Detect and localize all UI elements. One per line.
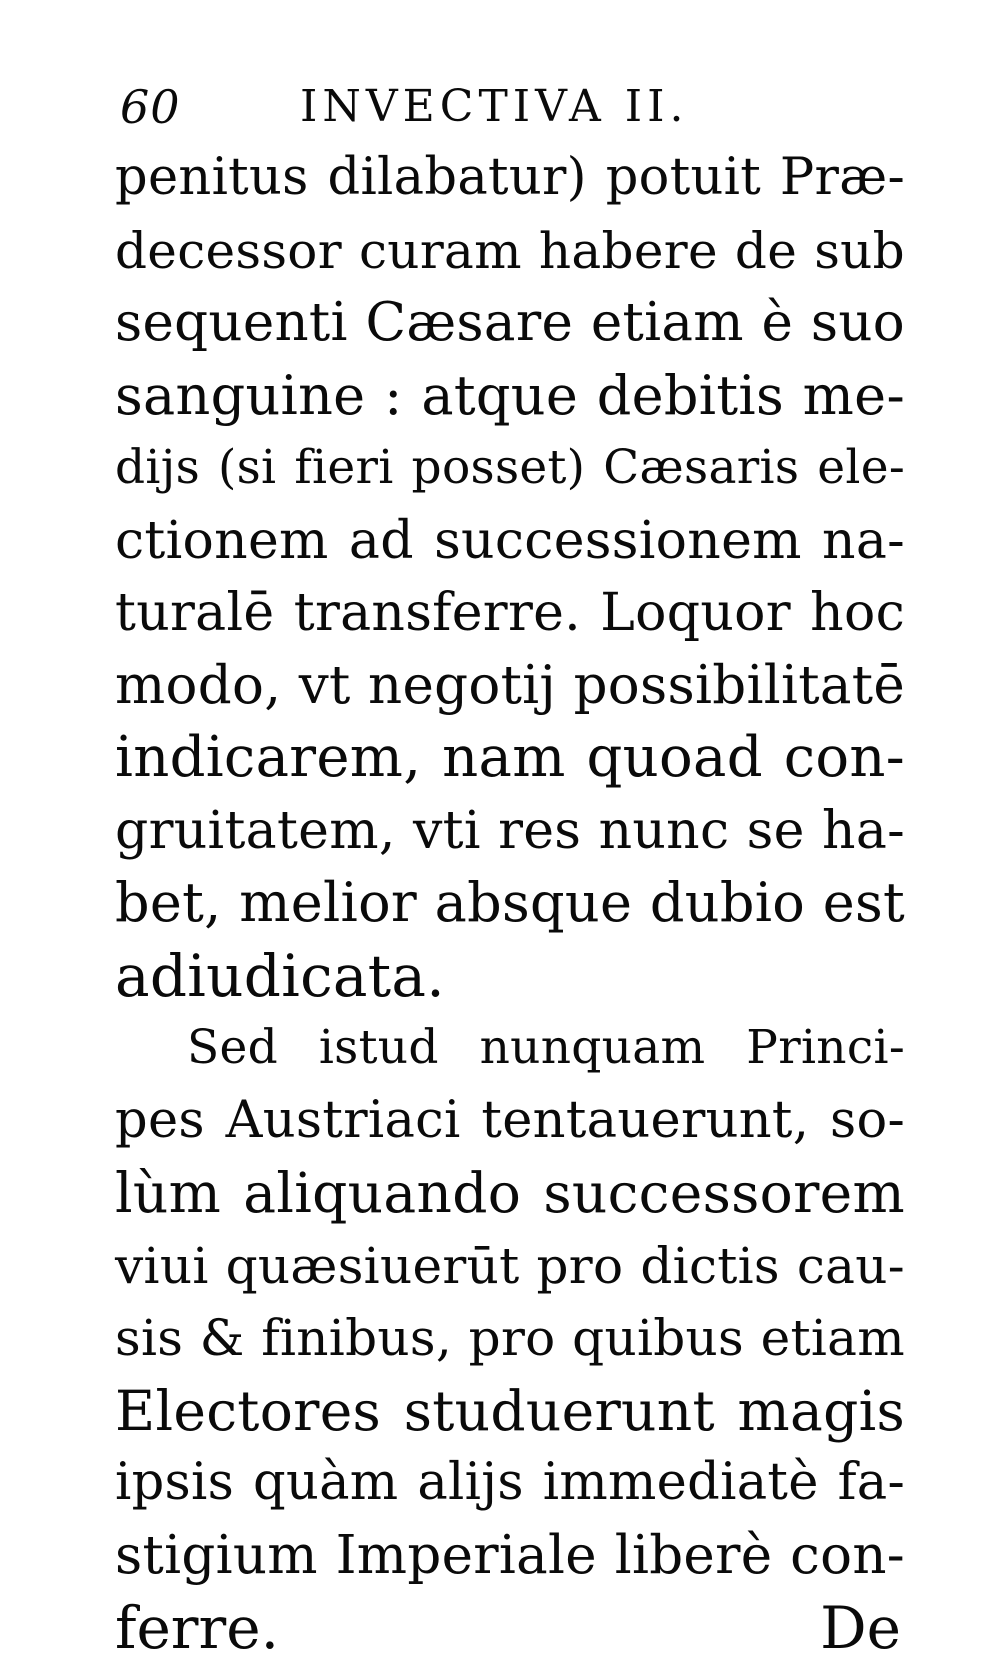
text-line: modo, vt negotij possibilitatē bbox=[115, 654, 905, 716]
page-header bbox=[120, 72, 880, 142]
text-line: gruitatem, vti res nunc se ha- bbox=[115, 800, 905, 861]
running-title: INVECTIVA II. bbox=[300, 81, 689, 132]
catchword: De bbox=[820, 1594, 901, 1662]
text-line: pes Austriaci tentauerunt, so- bbox=[115, 1090, 905, 1150]
text-line: lùm aliquando successorem bbox=[115, 1161, 905, 1225]
text-line: ctionem ad successionem na- bbox=[115, 510, 905, 571]
text-line: stigium Imperiale liberè con- bbox=[115, 1524, 905, 1586]
text-line: sis & finibus, pro quibus etiam bbox=[115, 1309, 905, 1367]
text-line: turalē transferre. Loquor hoc bbox=[115, 583, 905, 643]
text-line: sanguine : atque debitis me- bbox=[115, 363, 905, 427]
paragraph-end-line: adiudicata. bbox=[115, 941, 445, 1010]
paragraph-end-line: ferre. bbox=[115, 1594, 280, 1662]
text-line: sequenti Cæsare etiam è suo bbox=[115, 292, 905, 353]
text-line: ipsis quàm alijs immediatè fa- bbox=[115, 1453, 905, 1512]
text-line: dijs (si fieri posset) Cæsaris ele- bbox=[115, 440, 905, 495]
text-line: Electores studuerunt magis bbox=[115, 1378, 905, 1443]
text-line: decessor curam habere de sub bbox=[115, 221, 905, 280]
text-line: bet, melior absque dubio est bbox=[115, 871, 905, 934]
text-line: penitus dilabatur) potuit Præ- bbox=[115, 148, 905, 207]
last-line-row bbox=[115, 1592, 905, 1665]
page-number: 60 bbox=[120, 80, 181, 134]
text-line: indicarem, nam quoad con- bbox=[115, 725, 905, 790]
body-text bbox=[115, 142, 905, 1665]
paragraph-start-line: Sed istud nunquam Princi- bbox=[187, 1020, 905, 1075]
text-line: viui quæsiuerūt pro dictis cau- bbox=[115, 1236, 905, 1295]
